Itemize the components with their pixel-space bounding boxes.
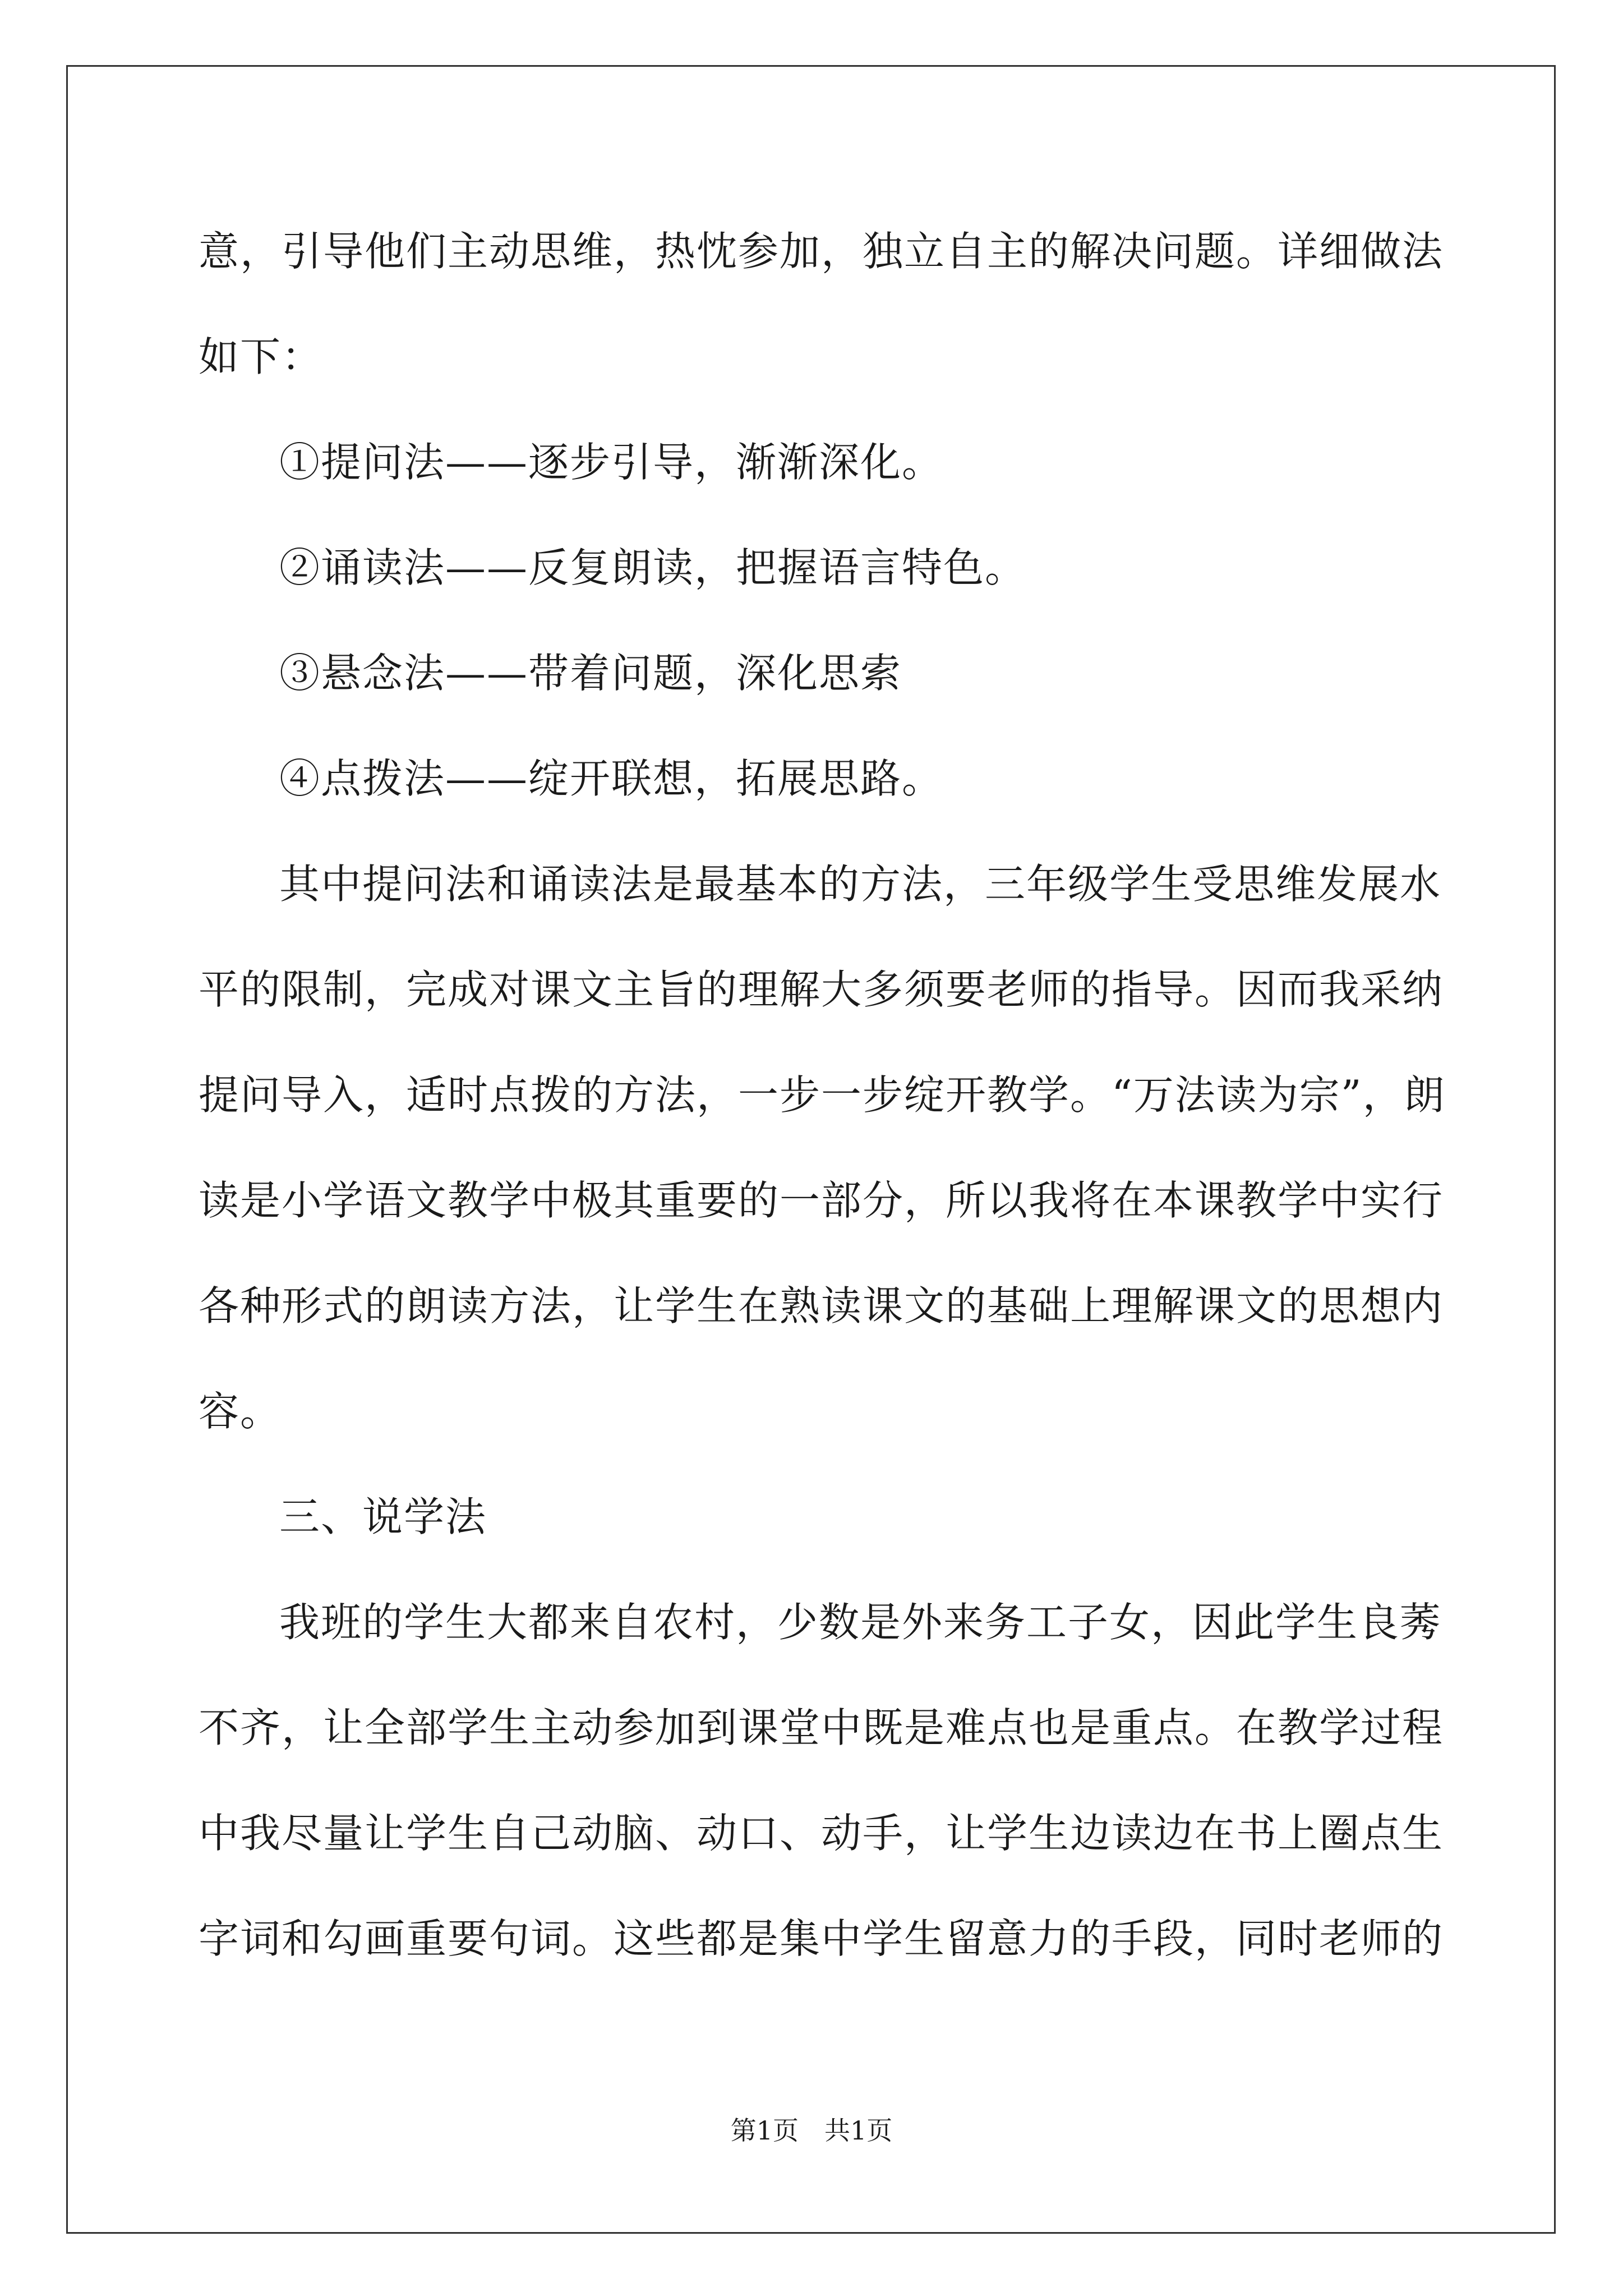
- page-footer: [0, 2110, 1623, 2147]
- page-total: 共1页: [824, 2115, 893, 2146]
- method-item-4: ④点拨法——绽开联想，拓展思路。: [279, 755, 944, 802]
- text-line: 读是小学语文教学中极其重要的一部分，所以我将在本课教学中实行: [199, 1177, 1444, 1224]
- text-line: 意，引导他们主动思维，热忱参加，独立自主的解决问题。详细做法: [199, 228, 1444, 275]
- text-line: 容。: [199, 1388, 282, 1435]
- text-line: 中我尽量让学生自己动脑、动口、动手，让学生边读边在书上圈点生: [199, 1810, 1444, 1857]
- paragraph-start: 其中提问法和诵读法是最基本的方法，三年级学生受思维发展水: [279, 861, 1442, 908]
- page-number: 第1页: [730, 2115, 799, 2146]
- text-line: 字词和勾画重要句词。这些都是集中学生留意力的手段，同时老师的: [199, 1915, 1444, 1962]
- section-heading: 三、说学法: [279, 1493, 487, 1540]
- method-item-1: ①提问法——逐步引导，渐渐深化。: [279, 439, 944, 486]
- method-item-3: ③悬念法——带着问题，深化思索: [279, 650, 902, 697]
- paragraph-start: 我班的学生大都来自农村，少数是外来务工子女，因此学生良莠: [279, 1599, 1442, 1646]
- text-line: 不齐，让全部学生主动参加到课堂中既是难点也是重点。在教学过程: [199, 1704, 1444, 1751]
- method-item-2: ②诵读法——反复朗读，把握语言特色。: [279, 544, 1027, 591]
- text-line: 提问导入，适时点拨的方法，一步一步绽开教学。“万法读为宗”，朗: [199, 1071, 1446, 1119]
- text-line: 如下：: [199, 333, 324, 380]
- text-line: 平的限制，完成对课文主旨的理解大多须要老师的指导。因而我采纳: [199, 966, 1444, 1013]
- text-line: 各种形式的朗读方法，让学生在熟读课文的基础上理解课文的思想内: [199, 1282, 1444, 1329]
